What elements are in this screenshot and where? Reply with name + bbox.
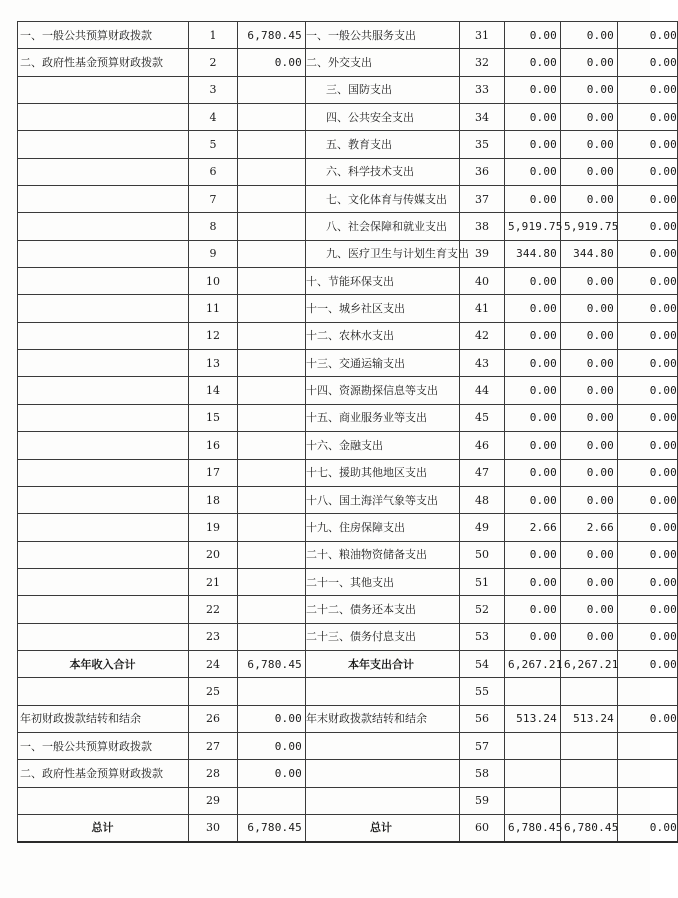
income-line-no-cell: 12 bbox=[189, 322, 238, 349]
income-line-no-cell: 30 bbox=[189, 814, 238, 841]
income-item-cell bbox=[18, 76, 189, 103]
expense-general-budget-cell: 0.00 bbox=[561, 377, 618, 404]
expense-line-no-cell: 47 bbox=[460, 459, 505, 486]
income-item-cell: 本年收入合计 bbox=[18, 650, 189, 677]
expense-total-cell: 0.00 bbox=[505, 541, 561, 568]
income-line-no-cell: 16 bbox=[189, 432, 238, 459]
table-row bbox=[18, 186, 678, 213]
income-amount-cell bbox=[238, 432, 306, 459]
expense-item-cell: 二十一、其他支出 bbox=[306, 568, 460, 595]
table-row bbox=[18, 486, 678, 513]
income-amount-cell: 0.00 bbox=[238, 49, 306, 76]
expense-line-no-cell: 33 bbox=[460, 76, 505, 103]
expense-total-cell: 0.00 bbox=[505, 49, 561, 76]
income-item-cell bbox=[18, 568, 189, 595]
expense-fund-budget-cell: 0.00 bbox=[618, 486, 678, 513]
income-item-cell bbox=[18, 295, 189, 322]
income-line-no-cell: 29 bbox=[189, 787, 238, 814]
expense-fund-budget-cell: 0.00 bbox=[618, 240, 678, 267]
expense-line-no-cell: 53 bbox=[460, 623, 505, 650]
income-item-cell bbox=[18, 268, 189, 295]
expense-item-cell: 七、文化体育与传媒支出 bbox=[306, 186, 460, 213]
income-amount-cell bbox=[238, 541, 306, 568]
income-amount-cell bbox=[238, 623, 306, 650]
table-row bbox=[18, 158, 678, 185]
expense-total-cell: 0.00 bbox=[505, 22, 561, 49]
table-row bbox=[18, 678, 678, 705]
expense-item-cell: 十一、城乡社区支出 bbox=[306, 295, 460, 322]
income-amount-cell bbox=[238, 213, 306, 240]
expense-item-cell: 八、社会保障和就业支出 bbox=[306, 213, 460, 240]
expense-fund-budget-cell: 0.00 bbox=[618, 104, 678, 131]
income-amount-cell bbox=[238, 596, 306, 623]
table-row bbox=[18, 623, 678, 650]
income-line-no-cell: 22 bbox=[189, 596, 238, 623]
expense-fund-budget-cell: 0.00 bbox=[618, 459, 678, 486]
income-amount-cell bbox=[238, 131, 306, 158]
income-amount-cell bbox=[238, 486, 306, 513]
expense-item-cell bbox=[306, 760, 460, 787]
expense-general-budget-cell: 5,919.75 bbox=[561, 213, 618, 240]
expense-fund-budget-cell: 0.00 bbox=[618, 705, 678, 732]
expense-item-cell: 十六、金融支出 bbox=[306, 432, 460, 459]
expense-fund-budget-cell: 0.00 bbox=[618, 650, 678, 677]
expense-line-no-cell: 39 bbox=[460, 240, 505, 267]
expense-item-cell bbox=[306, 732, 460, 759]
expense-general-budget-cell: 0.00 bbox=[561, 295, 618, 322]
expense-general-budget-cell: 0.00 bbox=[561, 22, 618, 49]
expense-general-budget-cell: 0.00 bbox=[561, 596, 618, 623]
expense-total-cell: 0.00 bbox=[505, 322, 561, 349]
income-line-no-cell: 6 bbox=[189, 158, 238, 185]
income-line-no-cell: 19 bbox=[189, 514, 238, 541]
expense-total-cell: 0.00 bbox=[505, 295, 561, 322]
income-line-no-cell: 11 bbox=[189, 295, 238, 322]
expense-total-cell: 6,780.45 bbox=[505, 814, 561, 841]
income-line-no-cell: 4 bbox=[189, 104, 238, 131]
expense-fund-budget-cell bbox=[618, 678, 678, 705]
expense-item-cell: 二十二、债务还本支出 bbox=[306, 596, 460, 623]
income-item-cell bbox=[18, 459, 189, 486]
table-row bbox=[18, 213, 678, 240]
expense-item-cell: 十三、交通运输支出 bbox=[306, 350, 460, 377]
income-item-cell bbox=[18, 104, 189, 131]
expense-item-cell: 一、一般公共服务支出 bbox=[306, 22, 460, 49]
table-row bbox=[18, 22, 678, 49]
expense-general-budget-cell: 344.80 bbox=[561, 240, 618, 267]
table-row bbox=[18, 650, 678, 677]
income-line-no-cell: 17 bbox=[189, 459, 238, 486]
income-amount-cell: 0.00 bbox=[238, 732, 306, 759]
expense-general-budget-cell bbox=[561, 787, 618, 814]
expense-fund-budget-cell: 0.00 bbox=[618, 568, 678, 595]
expense-fund-budget-cell: 0.00 bbox=[618, 322, 678, 349]
income-item-cell bbox=[18, 350, 189, 377]
expense-total-cell: 0.00 bbox=[505, 350, 561, 377]
income-item-cell: 二、政府性基金预算财政拨款 bbox=[18, 760, 189, 787]
expense-total-cell bbox=[505, 732, 561, 759]
income-amount-cell bbox=[238, 268, 306, 295]
income-amount-cell: 0.00 bbox=[238, 760, 306, 787]
expense-total-cell: 0.00 bbox=[505, 104, 561, 131]
income-line-no-cell: 13 bbox=[189, 350, 238, 377]
income-item-cell bbox=[18, 514, 189, 541]
expense-fund-budget-cell bbox=[618, 760, 678, 787]
expense-item-cell: 本年支出合计 bbox=[306, 650, 460, 677]
income-line-no-cell: 14 bbox=[189, 377, 238, 404]
expense-item-cell: 二十三、债务付息支出 bbox=[306, 623, 460, 650]
expense-line-no-cell: 32 bbox=[460, 49, 505, 76]
income-line-no-cell: 24 bbox=[189, 650, 238, 677]
income-amount-cell: 6,780.45 bbox=[238, 650, 306, 677]
expense-fund-budget-cell: 0.00 bbox=[618, 377, 678, 404]
expense-general-budget-cell: 0.00 bbox=[561, 404, 618, 431]
income-amount-cell bbox=[238, 186, 306, 213]
expense-total-cell: 0.00 bbox=[505, 568, 561, 595]
expense-total-cell bbox=[505, 787, 561, 814]
income-item-cell bbox=[18, 541, 189, 568]
expense-fund-budget-cell: 0.00 bbox=[618, 596, 678, 623]
expense-line-no-cell: 31 bbox=[460, 22, 505, 49]
expense-fund-budget-cell: 0.00 bbox=[618, 22, 678, 49]
expense-item-cell: 十二、农林水支出 bbox=[306, 322, 460, 349]
income-line-no-cell: 2 bbox=[189, 49, 238, 76]
income-line-no-cell: 27 bbox=[189, 732, 238, 759]
expense-total-cell: 344.80 bbox=[505, 240, 561, 267]
expense-total-cell: 0.00 bbox=[505, 377, 561, 404]
income-item-cell bbox=[18, 404, 189, 431]
income-line-no-cell: 15 bbox=[189, 404, 238, 431]
expense-total-cell: 0.00 bbox=[505, 158, 561, 185]
income-line-no-cell: 9 bbox=[189, 240, 238, 267]
expense-general-budget-cell: 0.00 bbox=[561, 459, 618, 486]
income-line-no-cell: 1 bbox=[189, 22, 238, 49]
income-item-cell bbox=[18, 186, 189, 213]
expense-line-no-cell: 60 bbox=[460, 814, 505, 841]
table-row bbox=[18, 404, 678, 431]
expense-general-budget-cell bbox=[561, 760, 618, 787]
expense-fund-budget-cell: 0.00 bbox=[618, 404, 678, 431]
expense-total-cell: 0.00 bbox=[505, 432, 561, 459]
income-amount-cell: 6,780.45 bbox=[238, 22, 306, 49]
expense-item-cell bbox=[306, 678, 460, 705]
income-item-cell: 总计 bbox=[18, 814, 189, 841]
income-item-cell bbox=[18, 678, 189, 705]
expense-item-cell: 十九、住房保障支出 bbox=[306, 514, 460, 541]
expense-general-budget-cell: 0.00 bbox=[561, 49, 618, 76]
income-line-no-cell: 10 bbox=[189, 268, 238, 295]
expense-general-budget-cell: 0.00 bbox=[561, 322, 618, 349]
income-item-cell: 一、一般公共预算财政拨款 bbox=[18, 732, 189, 759]
expense-general-budget-cell bbox=[561, 678, 618, 705]
expense-line-no-cell: 48 bbox=[460, 486, 505, 513]
expense-line-no-cell: 51 bbox=[460, 568, 505, 595]
expense-line-no-cell: 34 bbox=[460, 104, 505, 131]
expense-line-no-cell: 58 bbox=[460, 760, 505, 787]
expense-total-cell: 0.00 bbox=[505, 76, 561, 103]
expense-total-cell bbox=[505, 760, 561, 787]
expense-item-cell bbox=[306, 787, 460, 814]
expense-item-cell: 总计 bbox=[306, 814, 460, 841]
expense-line-no-cell: 45 bbox=[460, 404, 505, 431]
income-line-no-cell: 23 bbox=[189, 623, 238, 650]
table-row bbox=[18, 814, 678, 841]
table-row bbox=[18, 459, 678, 486]
expense-item-cell: 十五、商业服务业等支出 bbox=[306, 404, 460, 431]
expense-general-budget-cell bbox=[561, 732, 618, 759]
expense-total-cell: 513.24 bbox=[505, 705, 561, 732]
expense-total-cell: 2.66 bbox=[505, 514, 561, 541]
table-row bbox=[18, 268, 678, 295]
income-line-no-cell: 3 bbox=[189, 76, 238, 103]
expense-total-cell: 5,919.75 bbox=[505, 213, 561, 240]
income-item-cell bbox=[18, 213, 189, 240]
expense-fund-budget-cell: 0.00 bbox=[618, 623, 678, 650]
expense-total-cell: 0.00 bbox=[505, 596, 561, 623]
expense-item-cell: 十七、援助其他地区支出 bbox=[306, 459, 460, 486]
expense-fund-budget-cell: 0.00 bbox=[618, 268, 678, 295]
income-amount-cell: 0.00 bbox=[238, 705, 306, 732]
income-amount-cell bbox=[238, 76, 306, 103]
table-body bbox=[18, 22, 678, 842]
expense-line-no-cell: 43 bbox=[460, 350, 505, 377]
expense-fund-budget-cell bbox=[618, 787, 678, 814]
expense-total-cell: 0.00 bbox=[505, 623, 561, 650]
income-item-cell bbox=[18, 486, 189, 513]
expense-total-cell: 0.00 bbox=[505, 268, 561, 295]
income-line-no-cell: 25 bbox=[189, 678, 238, 705]
expense-general-budget-cell: 0.00 bbox=[561, 623, 618, 650]
expense-fund-budget-cell: 0.00 bbox=[618, 186, 678, 213]
expense-line-no-cell: 40 bbox=[460, 268, 505, 295]
expense-general-budget-cell: 0.00 bbox=[561, 568, 618, 595]
table-row bbox=[18, 732, 678, 759]
income-amount-cell bbox=[238, 459, 306, 486]
expense-general-budget-cell: 6,267.21 bbox=[561, 650, 618, 677]
expense-general-budget-cell: 0.00 bbox=[561, 432, 618, 459]
expense-fund-budget-cell: 0.00 bbox=[618, 295, 678, 322]
expense-fund-budget-cell: 0.00 bbox=[618, 158, 678, 185]
expense-fund-budget-cell: 0.00 bbox=[618, 350, 678, 377]
expense-fund-budget-cell: 0.00 bbox=[618, 131, 678, 158]
income-amount-cell bbox=[238, 322, 306, 349]
expense-item-cell: 二、外交支出 bbox=[306, 49, 460, 76]
table-row bbox=[18, 514, 678, 541]
expense-general-budget-cell: 0.00 bbox=[561, 350, 618, 377]
expense-fund-budget-cell: 0.00 bbox=[618, 514, 678, 541]
expense-line-no-cell: 55 bbox=[460, 678, 505, 705]
table-row bbox=[18, 49, 678, 76]
table-row bbox=[18, 596, 678, 623]
income-amount-cell bbox=[238, 295, 306, 322]
expense-fund-budget-cell: 0.00 bbox=[618, 814, 678, 841]
expense-general-budget-cell: 2.66 bbox=[561, 514, 618, 541]
table-row bbox=[18, 322, 678, 349]
expense-line-no-cell: 50 bbox=[460, 541, 505, 568]
expense-general-budget-cell: 0.00 bbox=[561, 131, 618, 158]
income-line-no-cell: 21 bbox=[189, 568, 238, 595]
table-row bbox=[18, 350, 678, 377]
table-row bbox=[18, 760, 678, 787]
expense-line-no-cell: 49 bbox=[460, 514, 505, 541]
expense-general-budget-cell: 0.00 bbox=[561, 186, 618, 213]
income-item-cell bbox=[18, 131, 189, 158]
income-line-no-cell: 7 bbox=[189, 186, 238, 213]
expense-line-no-cell: 41 bbox=[460, 295, 505, 322]
expense-fund-budget-cell bbox=[618, 732, 678, 759]
income-line-no-cell: 8 bbox=[189, 213, 238, 240]
expense-fund-budget-cell: 0.00 bbox=[618, 76, 678, 103]
table-row bbox=[18, 705, 678, 732]
income-item-cell bbox=[18, 787, 189, 814]
income-amount-cell bbox=[238, 404, 306, 431]
income-amount-cell bbox=[238, 240, 306, 267]
expense-total-cell: 6,267.21 bbox=[505, 650, 561, 677]
income-item-cell bbox=[18, 623, 189, 650]
expense-item-cell: 五、教育支出 bbox=[306, 131, 460, 158]
expense-item-cell: 十、节能环保支出 bbox=[306, 268, 460, 295]
income-item-cell: 年初财政拨款结转和结余 bbox=[18, 705, 189, 732]
expense-line-no-cell: 42 bbox=[460, 322, 505, 349]
table-row bbox=[18, 568, 678, 595]
expense-general-budget-cell: 6,780.45 bbox=[561, 814, 618, 841]
table-row bbox=[18, 541, 678, 568]
income-amount-cell bbox=[238, 350, 306, 377]
expense-item-cell: 四、公共安全支出 bbox=[306, 104, 460, 131]
expense-line-no-cell: 37 bbox=[460, 186, 505, 213]
table-row bbox=[18, 295, 678, 322]
income-item-cell bbox=[18, 322, 189, 349]
income-line-no-cell: 20 bbox=[189, 541, 238, 568]
income-line-no-cell: 26 bbox=[189, 705, 238, 732]
income-item-cell: 一、一般公共预算财政拨款 bbox=[18, 22, 189, 49]
income-item-cell bbox=[18, 596, 189, 623]
expense-line-no-cell: 35 bbox=[460, 131, 505, 158]
expense-line-no-cell: 36 bbox=[460, 158, 505, 185]
expense-general-budget-cell: 0.00 bbox=[561, 541, 618, 568]
expense-line-no-cell: 57 bbox=[460, 732, 505, 759]
table-row bbox=[18, 787, 678, 814]
table-row bbox=[18, 432, 678, 459]
expense-total-cell bbox=[505, 678, 561, 705]
expense-line-no-cell: 56 bbox=[460, 705, 505, 732]
income-line-no-cell: 18 bbox=[189, 486, 238, 513]
table-row bbox=[18, 131, 678, 158]
expense-item-cell: 年末财政拨款结转和结余 bbox=[306, 705, 460, 732]
expense-line-no-cell: 59 bbox=[460, 787, 505, 814]
budget-table bbox=[17, 21, 678, 843]
income-amount-cell bbox=[238, 377, 306, 404]
expense-item-cell: 十八、国土海洋气象等支出 bbox=[306, 486, 460, 513]
expense-general-budget-cell: 513.24 bbox=[561, 705, 618, 732]
expense-item-cell: 二十、粮油物资储备支出 bbox=[306, 541, 460, 568]
expense-line-no-cell: 54 bbox=[460, 650, 505, 677]
expense-general-budget-cell: 0.00 bbox=[561, 104, 618, 131]
income-amount-cell bbox=[238, 158, 306, 185]
expense-general-budget-cell: 0.00 bbox=[561, 486, 618, 513]
expense-fund-budget-cell: 0.00 bbox=[618, 213, 678, 240]
income-amount-cell bbox=[238, 678, 306, 705]
expense-line-no-cell: 52 bbox=[460, 596, 505, 623]
expense-total-cell: 0.00 bbox=[505, 131, 561, 158]
income-line-no-cell: 5 bbox=[189, 131, 238, 158]
income-amount-cell bbox=[238, 787, 306, 814]
income-amount-cell bbox=[238, 514, 306, 541]
expense-line-no-cell: 38 bbox=[460, 213, 505, 240]
income-item-cell bbox=[18, 158, 189, 185]
income-amount-cell bbox=[238, 104, 306, 131]
expense-fund-budget-cell: 0.00 bbox=[618, 49, 678, 76]
expense-line-no-cell: 46 bbox=[460, 432, 505, 459]
table-row bbox=[18, 240, 678, 267]
expense-item-cell: 九、医疗卫生与计划生育支出 bbox=[306, 240, 460, 267]
table-row bbox=[18, 377, 678, 404]
expense-line-no-cell: 44 bbox=[460, 377, 505, 404]
income-line-no-cell: 28 bbox=[189, 760, 238, 787]
expense-item-cell: 三、国防支出 bbox=[306, 76, 460, 103]
income-item-cell: 二、政府性基金预算财政拨款 bbox=[18, 49, 189, 76]
income-item-cell bbox=[18, 432, 189, 459]
expense-item-cell: 十四、资源勘探信息等支出 bbox=[306, 377, 460, 404]
expense-total-cell: 0.00 bbox=[505, 404, 561, 431]
table-row bbox=[18, 104, 678, 131]
expense-general-budget-cell: 0.00 bbox=[561, 268, 618, 295]
expense-fund-budget-cell: 0.00 bbox=[618, 541, 678, 568]
expense-total-cell: 0.00 bbox=[505, 186, 561, 213]
expense-total-cell: 0.00 bbox=[505, 459, 561, 486]
income-item-cell bbox=[18, 377, 189, 404]
income-amount-cell: 6,780.45 bbox=[238, 814, 306, 841]
income-amount-cell bbox=[238, 568, 306, 595]
income-item-cell bbox=[18, 240, 189, 267]
expense-item-cell: 六、科学技术支出 bbox=[306, 158, 460, 185]
table-row bbox=[18, 76, 678, 103]
expense-general-budget-cell: 0.00 bbox=[561, 158, 618, 185]
expense-general-budget-cell: 0.00 bbox=[561, 76, 618, 103]
expense-total-cell: 0.00 bbox=[505, 486, 561, 513]
expense-fund-budget-cell: 0.00 bbox=[618, 432, 678, 459]
